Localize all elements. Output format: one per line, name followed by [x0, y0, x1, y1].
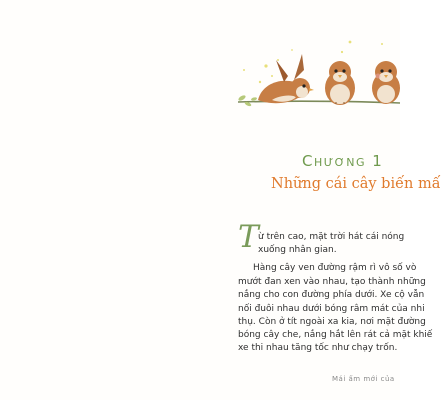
body-line-6: nối đuôi nhau dưới bóng râm mát của nhi [238, 304, 425, 314]
chapter-title: Những cái cây biến mấ [271, 176, 441, 192]
body-line-7: thụ. Còn ở tít ngoài xa kia, nơi mặt đường [238, 317, 426, 327]
sparkles [243, 41, 383, 84]
sparrow-3 [372, 61, 400, 104]
body-line-5: nắng cho con đường phía dưới. Xe cộ vẫn [238, 290, 425, 300]
body-line-1: ừ trên cao, mặt trời hát cái nóng [258, 232, 405, 242]
drop-cap: T [238, 219, 259, 255]
body-line-3: Hàng cây ven đường rậm rì vô số vò [253, 263, 417, 273]
chapter-label: Chương 1 [302, 152, 384, 170]
sparrow-1 [258, 54, 314, 103]
sparrow-2 [325, 61, 355, 105]
running-footer: Mái ấm mới của [332, 375, 395, 383]
body-line-9: xe thi nhau tăng tốc như chạy trốn. [238, 343, 398, 353]
body-line-8: bóng cây che, nắng hắt lên rát cả mặt khiế [238, 330, 433, 340]
leaves [238, 94, 258, 107]
body-line-2: xuống nhân gian. [258, 245, 337, 255]
body-line-4: mướt đan xen vào nhau, tạo thành những [238, 277, 426, 287]
sparrows-illustration [232, 30, 400, 120]
